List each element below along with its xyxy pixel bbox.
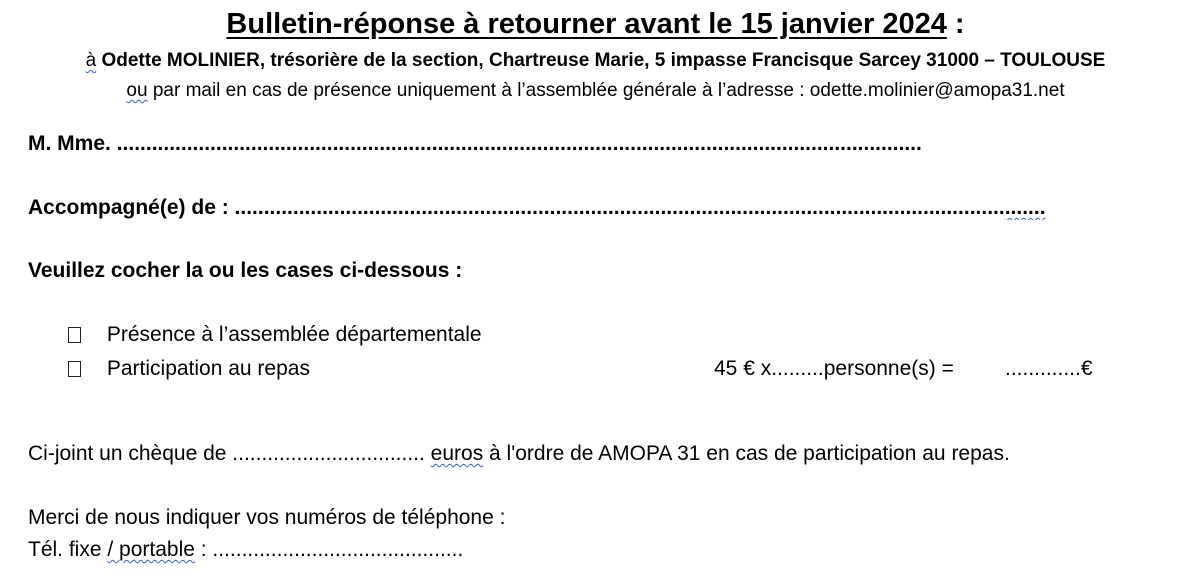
presence-label: Présence à l’assemblée départementale <box>106 323 482 346</box>
meal-total[interactable]: .............€ <box>1005 357 1093 380</box>
option-meal[interactable] <box>68 357 310 381</box>
companion-dots-tail: ....... <box>1004 196 1046 219</box>
address-prefix: à <box>85 50 97 71</box>
postal-address <box>0 50 1191 72</box>
cheque-euros: euros <box>430 442 484 465</box>
cheque-line[interactable] <box>28 442 1010 466</box>
name-field[interactable] <box>28 132 1148 156</box>
name-label: M. Mme. <box>28 132 117 155</box>
phone-dots[interactable]: : ........................................... <box>194 538 464 561</box>
meal-checkbox[interactable] <box>68 361 81 377</box>
cheque-order-text: à l'ordre de AMOPA 31 en cas de participation au repas. <box>483 442 1010 465</box>
form-title <box>0 8 1191 41</box>
checkbox-instructions: Veuillez cocher la ou les cases ci-dessous : <box>28 259 463 282</box>
companion-dots[interactable]: .................................................................................................................................... <box>234 196 1005 219</box>
email-address-line <box>0 80 1191 102</box>
phone-field[interactable] <box>28 538 463 562</box>
phone-request: Merci de nous indiquer vos numéros de téléphone : <box>28 506 506 529</box>
cheque-amount-field[interactable]: Ci-joint un chèque de ................................. <box>28 442 431 465</box>
phone-prefix: Tél. fixe <box>28 538 108 561</box>
companion-label: Accompagné(e) de : <box>28 196 235 219</box>
name-dots[interactable]: .......................................................................................................................................... <box>116 132 922 155</box>
meal-calculation[interactable]: 45 € x.........personne(s) = <box>714 357 954 380</box>
option-presence[interactable] <box>68 323 482 347</box>
phone-slash-portable: / portable <box>107 538 195 561</box>
form-title-text: Bulletin-réponse à retourner avant le 15 janvier 2024 <box>226 8 947 40</box>
companion-field[interactable] <box>28 196 1150 220</box>
form-title-colon: : <box>946 8 965 40</box>
presence-checkbox[interactable] <box>68 327 81 343</box>
mail-text: par mail en cas de présence uniquement à l’assemblée générale à l’adresse : odette.molinier@amopa31.net <box>147 80 1065 101</box>
address-text: Odette MOLINIER, trésorière de la section, Chartreuse Marie, 5 impasse Francisque Sarcey 31000 – TOULOUSE <box>96 50 1106 71</box>
meal-label: Participation au repas <box>106 357 310 380</box>
mail-prefix: ou <box>126 80 148 101</box>
